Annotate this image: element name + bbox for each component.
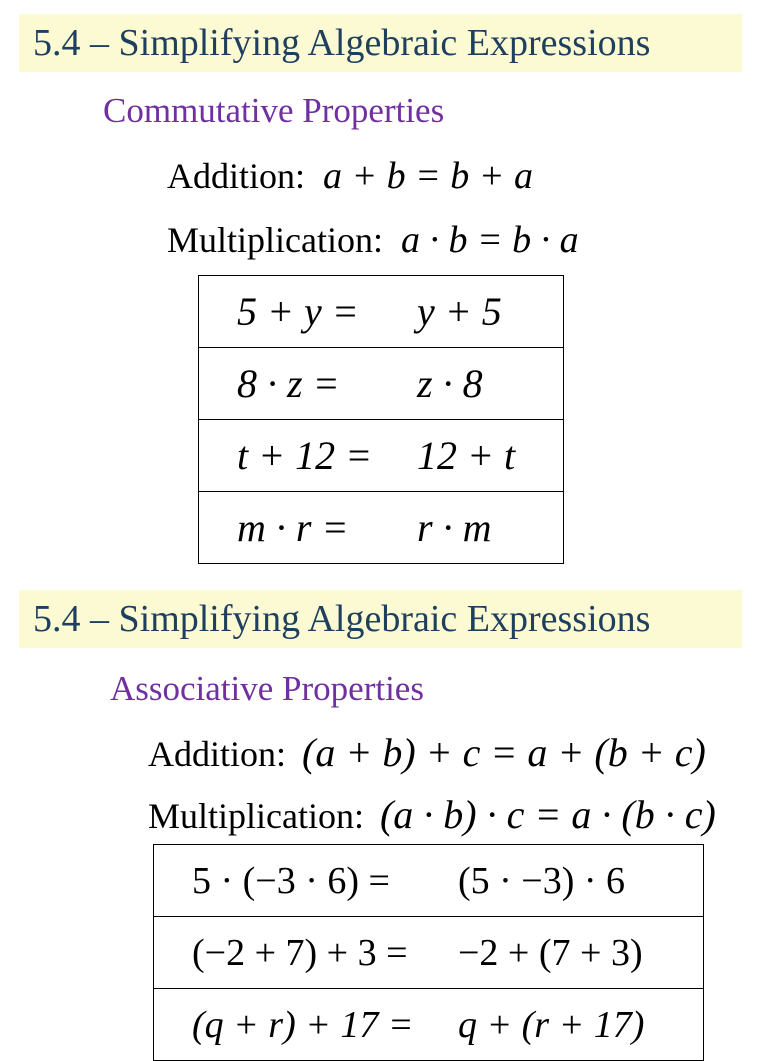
slide-title: 5.4 – Simplifying Algebraic Expressions	[33, 22, 651, 64]
table-row	[154, 989, 704, 1061]
section-heading: Associative Properties	[110, 669, 424, 708]
example-rhs: (5 · −3) · 6	[432, 845, 704, 917]
multiplication-property	[148, 794, 716, 837]
example-lhs: (−2 + 7) + 3 =	[154, 917, 433, 989]
table-row	[199, 492, 564, 564]
examples-table	[153, 844, 704, 1061]
table-row	[154, 917, 704, 989]
multiplication-property	[167, 219, 579, 261]
multiplication-label: Multiplication:	[167, 220, 383, 260]
example-rhs: q + (r + 17)	[432, 989, 704, 1061]
example-lhs: t + 12 =	[199, 420, 408, 492]
example-lhs: 5 + y =	[199, 276, 408, 348]
example-rhs: −2 + (7 + 3)	[432, 917, 704, 989]
example-lhs: 8 · z =	[199, 348, 408, 420]
addition-label: Addition:	[167, 156, 306, 196]
addition-property	[167, 155, 533, 197]
example-rhs: y + 5	[407, 276, 564, 348]
examples-table	[198, 275, 564, 564]
example-lhs: (q + r) + 17 =	[154, 989, 433, 1061]
example-rhs: r · m	[407, 492, 564, 564]
addition-property	[148, 732, 706, 775]
example-lhs: 5 · (−3 · 6) =	[154, 845, 433, 917]
slide-associative	[0, 580, 768, 1046]
example-lhs: m · r =	[199, 492, 408, 564]
addition-formula: (a + b) + c = a + (b + c)	[302, 730, 706, 775]
title-bar	[19, 14, 742, 72]
table-row	[199, 420, 564, 492]
example-rhs: 12 + t	[407, 420, 564, 492]
addition-formula: a + b = b + a	[323, 155, 533, 197]
table-row	[199, 348, 564, 420]
multiplication-formula: (a · b) · c = a · (b · c)	[379, 792, 716, 837]
table-row	[154, 845, 704, 917]
multiplication-formula: a · b = b · a	[400, 219, 579, 261]
example-rhs: z · 8	[407, 348, 564, 420]
addition-label: Addition:	[148, 734, 287, 774]
slide-title: 5.4 – Simplifying Algebraic Expressions	[33, 598, 651, 640]
title-bar	[19, 590, 742, 648]
table-row	[199, 276, 564, 348]
section-heading: Commutative Properties	[103, 91, 445, 130]
multiplication-label: Multiplication:	[148, 796, 364, 836]
